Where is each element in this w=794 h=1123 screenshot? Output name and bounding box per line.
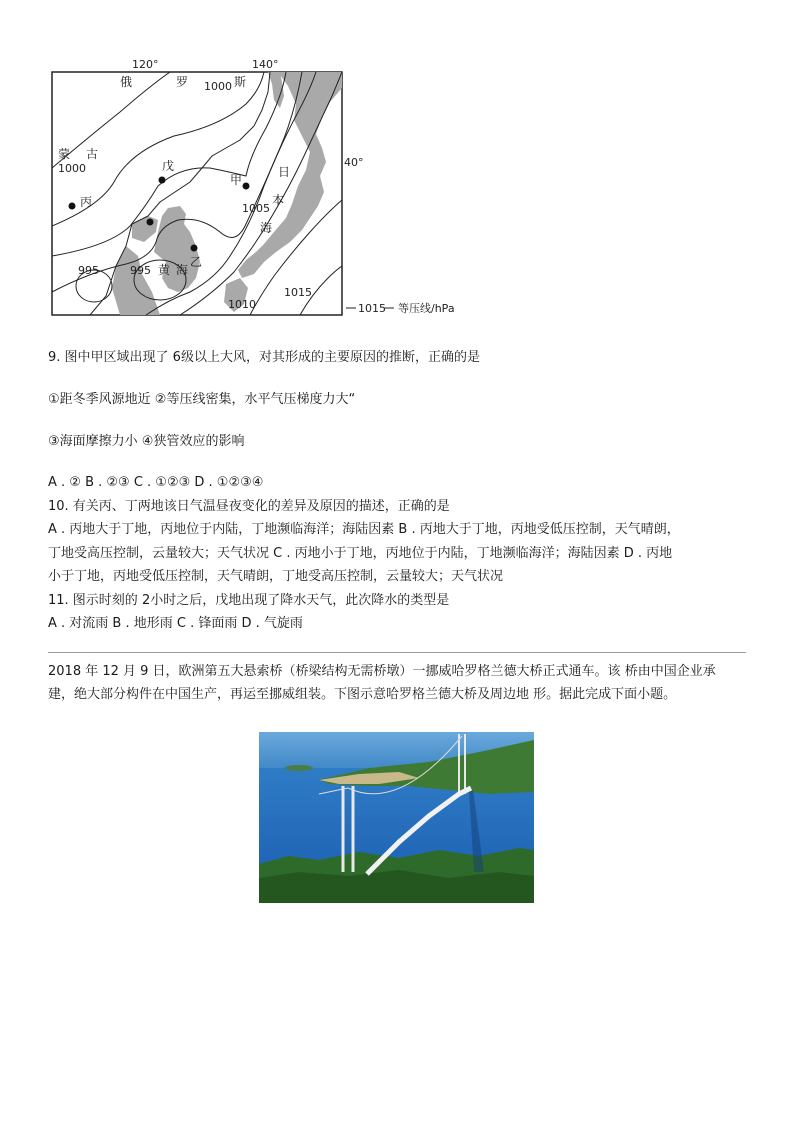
region-char-si: 斯 [234,75,247,89]
region-char-luo: 罗 [176,75,189,89]
question-9-stem: 9. 图中甲区域出现了 6级以上大风，对其形成的主要原因的推断，正确的是 [48,350,480,365]
bridge-photo [259,732,534,903]
region-char-gu: 古 [86,147,99,161]
question-9-option-line-2: ③海面摩擦力小 ④狭管效应的影响 [48,434,245,449]
lat-label-40: 40° [344,156,364,169]
question-10-stem: 10. 有关丙、丁两地该日气温昼夜变化的差异及原因的描述，正确的是 [48,499,450,514]
question-9-option-line-1: ①距冬季风源地近 ②等压线密集，水平气压梯度力大“ [48,392,356,407]
point-bing-label: 丙 [80,195,93,209]
legend-label: 等压线/hPa [398,302,455,315]
question-11-choices: A . 对流雨 B . 地形雨 C . 锋面雨 D . 气旋雨 [48,616,303,631]
region-char-e: 俄 [120,75,133,89]
point-yi-marker [191,245,198,252]
isobar-label-995-east: 995 [130,264,151,277]
question-11-stem: 11. 图示时刻的 2小时之后，戊地出现了降水天气，此次降水的类型是 [48,593,450,608]
question-10-line-3: 小于丁地，丙地受低压控制，天气晴朗，丁地受高压控制，云量较大；天气状况 [48,569,504,584]
region-char-hai: 海 [260,221,273,235]
point-wu-label: 戊 [162,159,175,173]
point-yi-label: 乙 [190,255,203,269]
point-bing-marker [69,203,76,210]
point-jia-label: 甲 [230,173,243,187]
intro-line-1: 2018 年 12 月 9 日，欧洲第五大悬索桥（桥梁结构无需桥墩）一挪威哈罗格兰德大桥正式通车。该 桥由中国企业承 [48,664,716,679]
isobar-label-1000-west: 1000 [58,162,86,175]
section-divider [48,652,746,653]
isobar-label-1015: 1015 [284,286,312,299]
photo-forest-near [259,870,534,903]
photo-islet [285,765,313,771]
question-10-line-1: A . 丙地大于丁地，丙地位于内陆，丁地濒临海洋；海陆因素 B . 丙地大于丁地，丙地受低压控制，天气晴朗， [48,522,680,537]
isobar-label-995-west: 995 [78,264,99,277]
isobar-map-svg [50,56,470,318]
legend-value: 1015 [358,302,386,315]
region-char-huang: 黄 [158,263,171,277]
isobar-label-1005: 1005 [242,202,270,215]
question-9-choices: A . ② B . ②③ C . ①②③ D . ①②③④ [48,475,264,490]
isobar-label-1010: 1010 [228,298,256,311]
region-char-ben: 本 [272,193,285,207]
point-ding-marker [147,219,154,226]
point-wu-marker [159,177,166,184]
region-char-huanghai: 海 [176,263,189,277]
lon-label-140: 140° [252,58,279,71]
region-char-meng: 蒙 [58,147,71,161]
region-char-ri: 日 [278,165,291,179]
bridge-photo-svg [259,732,534,903]
question-10-line-2: 丁地受高压控制，云量较大；天气状况 C . 丙地小于丁地，丙地位于内陆，丁地濒临海洋；海陆因素 D . 丙地 [48,546,673,561]
isobar-label-1000-north: 1000 [204,80,232,93]
intro-line-2: 建，绝大部分构件在中国生产，再运至挪威组装。下图示意哈罗格兰德大桥及周边地 形。据此完成下面小题。 [48,687,677,702]
isobar-map [50,56,470,318]
lon-label-120: 120° [132,58,159,71]
point-jia-marker [243,183,250,190]
